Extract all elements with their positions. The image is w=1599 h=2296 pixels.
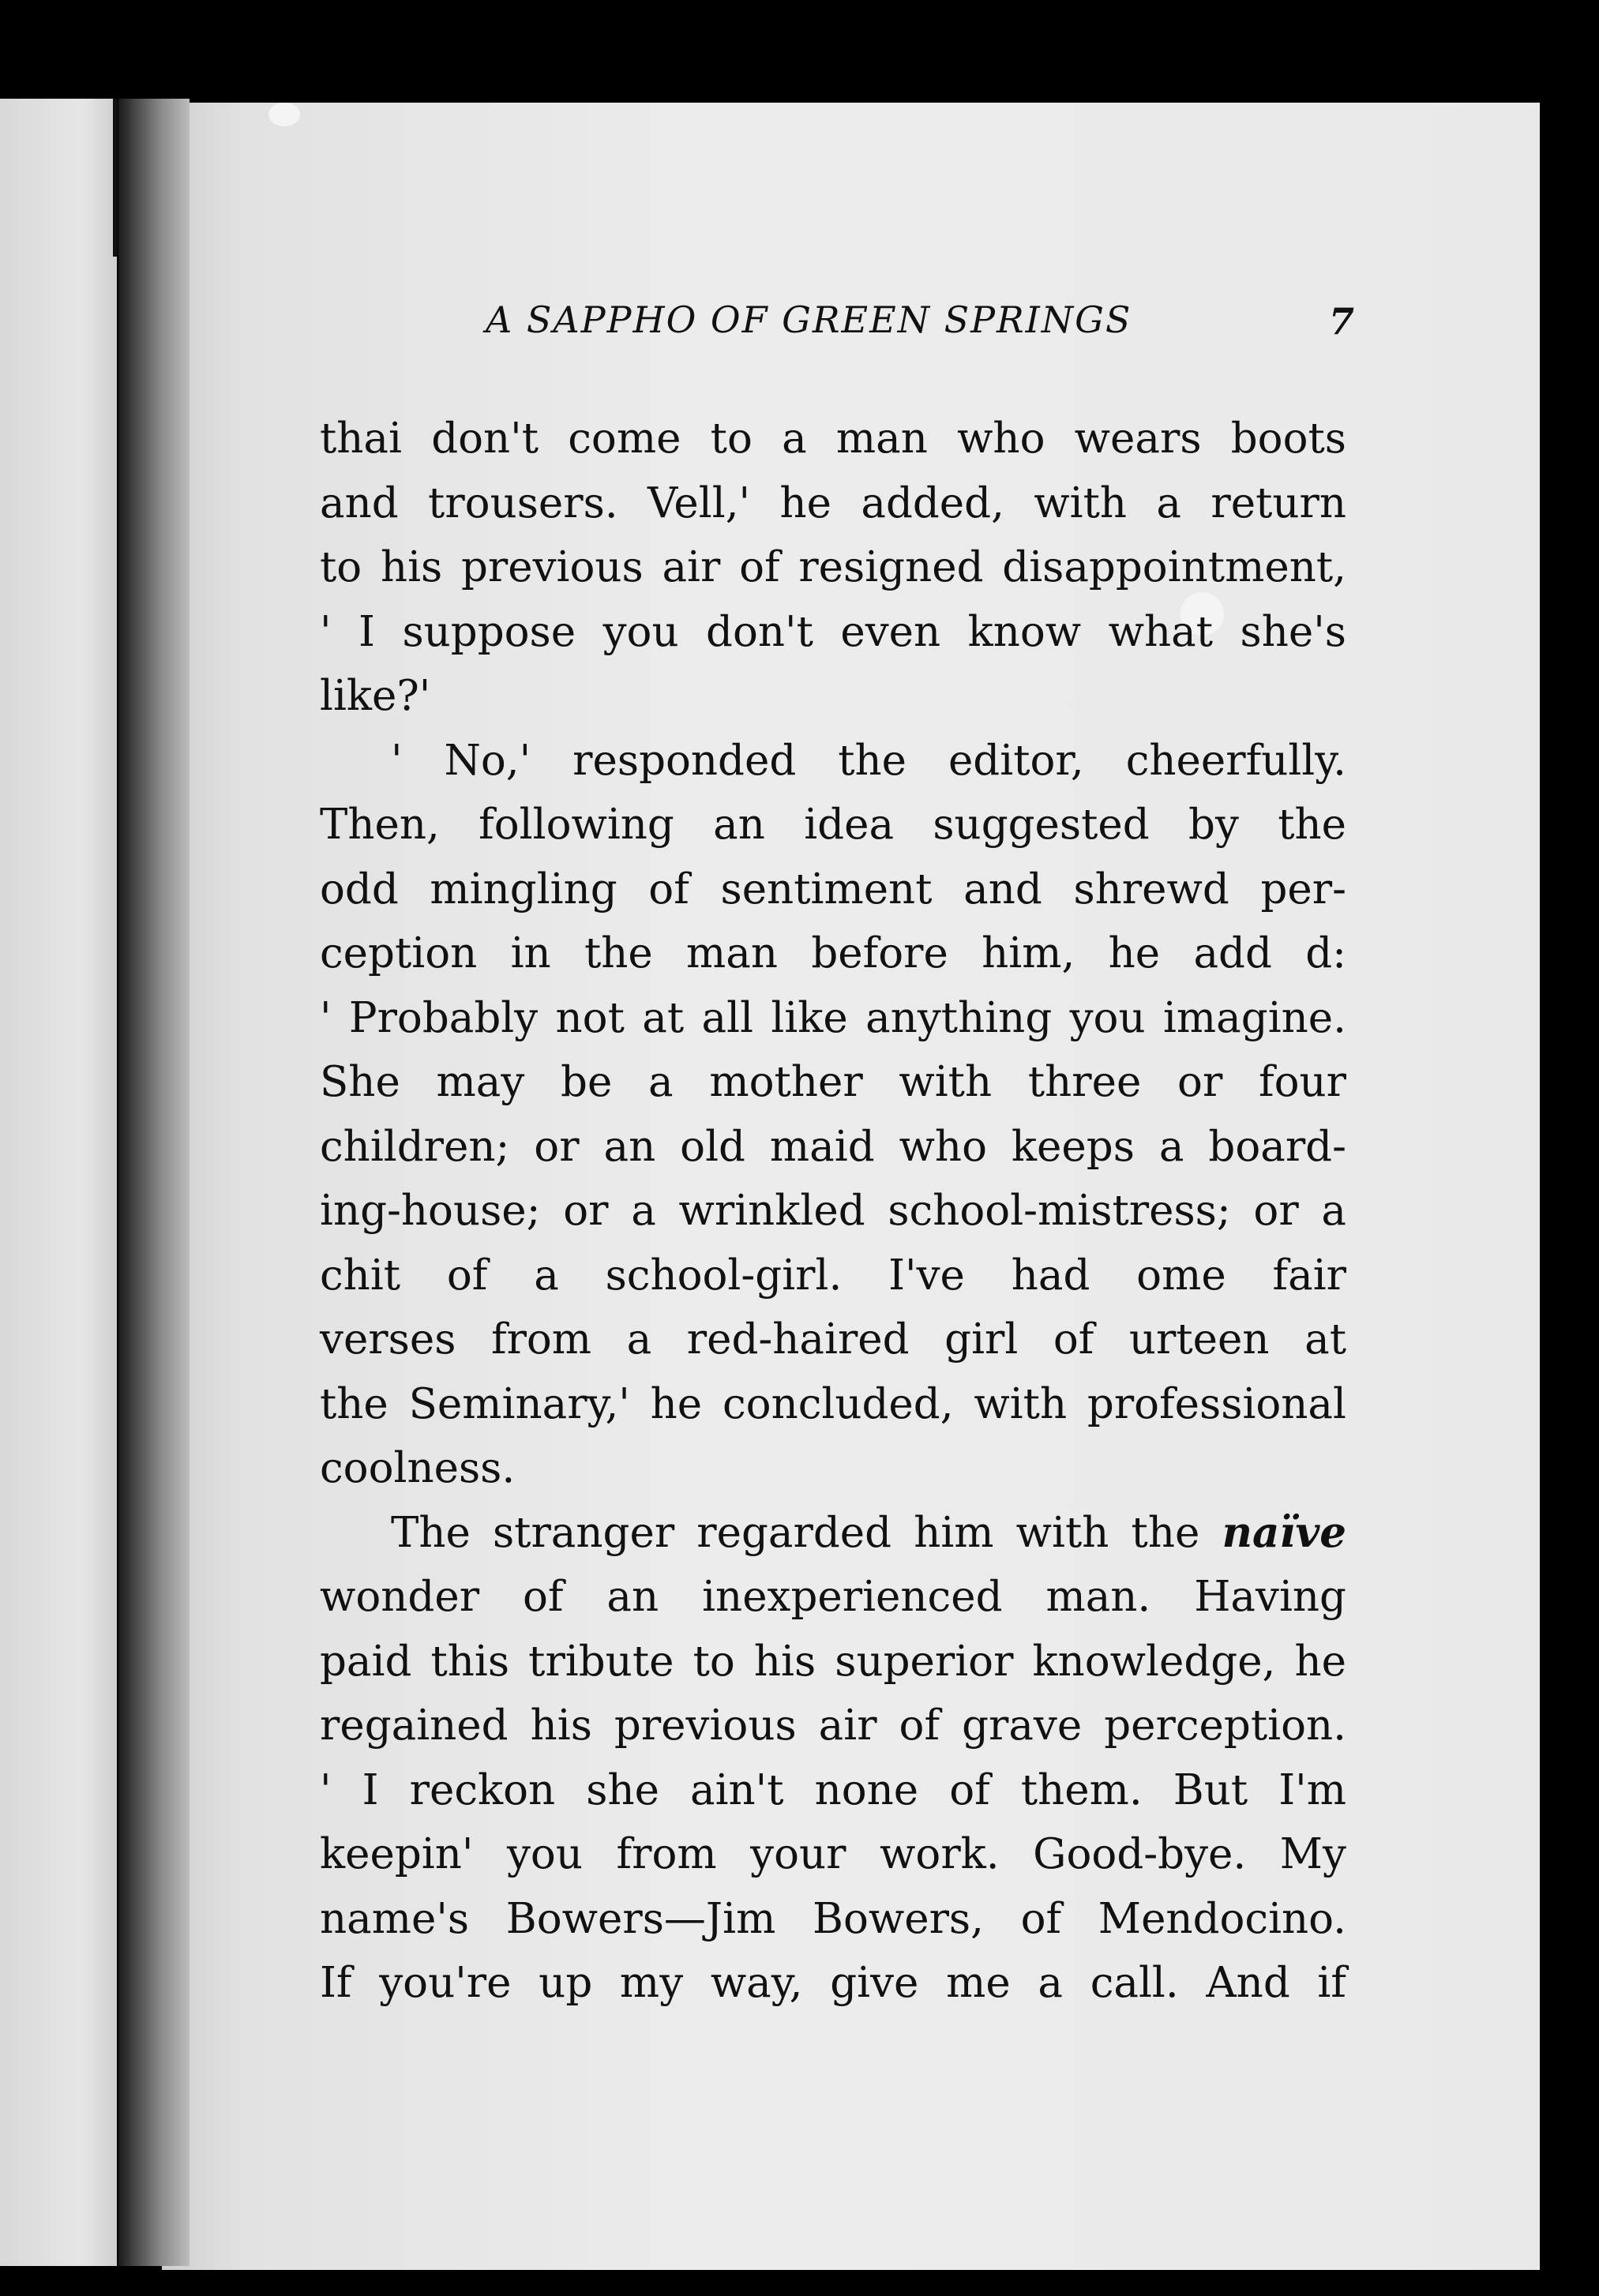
text-line: children; or an old maid who keeps a board- [320,1122,1346,1171]
body-text [320,407,1346,2016]
text-line: regained his previous air of grave perception. [320,1701,1346,1750]
text-line: coolness. [320,1444,516,1492]
text-line: to his previous air of resigned disappointment, [320,543,1346,591]
text-line: verses from a red-haired girl of urteen at [320,1315,1346,1364]
text-line: ' I reckon she ain't none of them. But I'm [320,1765,1346,1814]
page-number: 7 [1328,300,1354,343]
text-line: and trousers. Vell,' he added, with a return [320,478,1346,527]
text-line: the Seminary,' he concluded, with professional [320,1379,1346,1428]
text-line: ception in the man before him, he add d: [320,929,1346,977]
text-line: thai don't come to a man who wears boots [320,415,1346,463]
text-fragment: The stranger regarded him with the [391,1508,1200,1557]
facing-page-edge [0,99,117,2266]
text-line-with-italic [320,1501,1346,1566]
text-line: Then, following an idea suggested by the [320,801,1346,849]
text-line: ' Probably not at all like anything you imagine. [320,993,1346,1042]
text-line: name's Bowers—Jim Bowers, of Mendocino. [320,1894,1346,1943]
text-line: ing-house; or a wrinkled school-mistress; or a [320,1187,1346,1235]
text-line: ' I suppose you don't even know what she's [320,607,1346,656]
text-line: keepin' you from your work. Good-bye. My [320,1830,1346,1878]
text-line: like?' [320,672,431,720]
text-line: paid this tribute to his superior knowledge, he [320,1637,1346,1686]
text-line: If you're up my way, give me a call. And if [320,1959,1346,2007]
book-spine-shadow [118,99,190,2266]
text-line: chit of a school-girl. I've had ome fair [320,1251,1346,1300]
gutter-line [113,99,118,257]
text-line: odd mingling of sentiment and shrewd per- [320,865,1346,914]
running-head: A SAPPHO OF GREEN SPRINGS [486,298,1132,341]
italic-word: naïve [1222,1507,1346,1557]
page-header [320,298,1362,362]
text-line: She may be a mother with three or four [320,1058,1346,1106]
text-line: wonder of an inexperienced man. Having [320,1573,1346,1621]
text-line: ' No,' responded the editor, cheerfully. [391,736,1346,785]
